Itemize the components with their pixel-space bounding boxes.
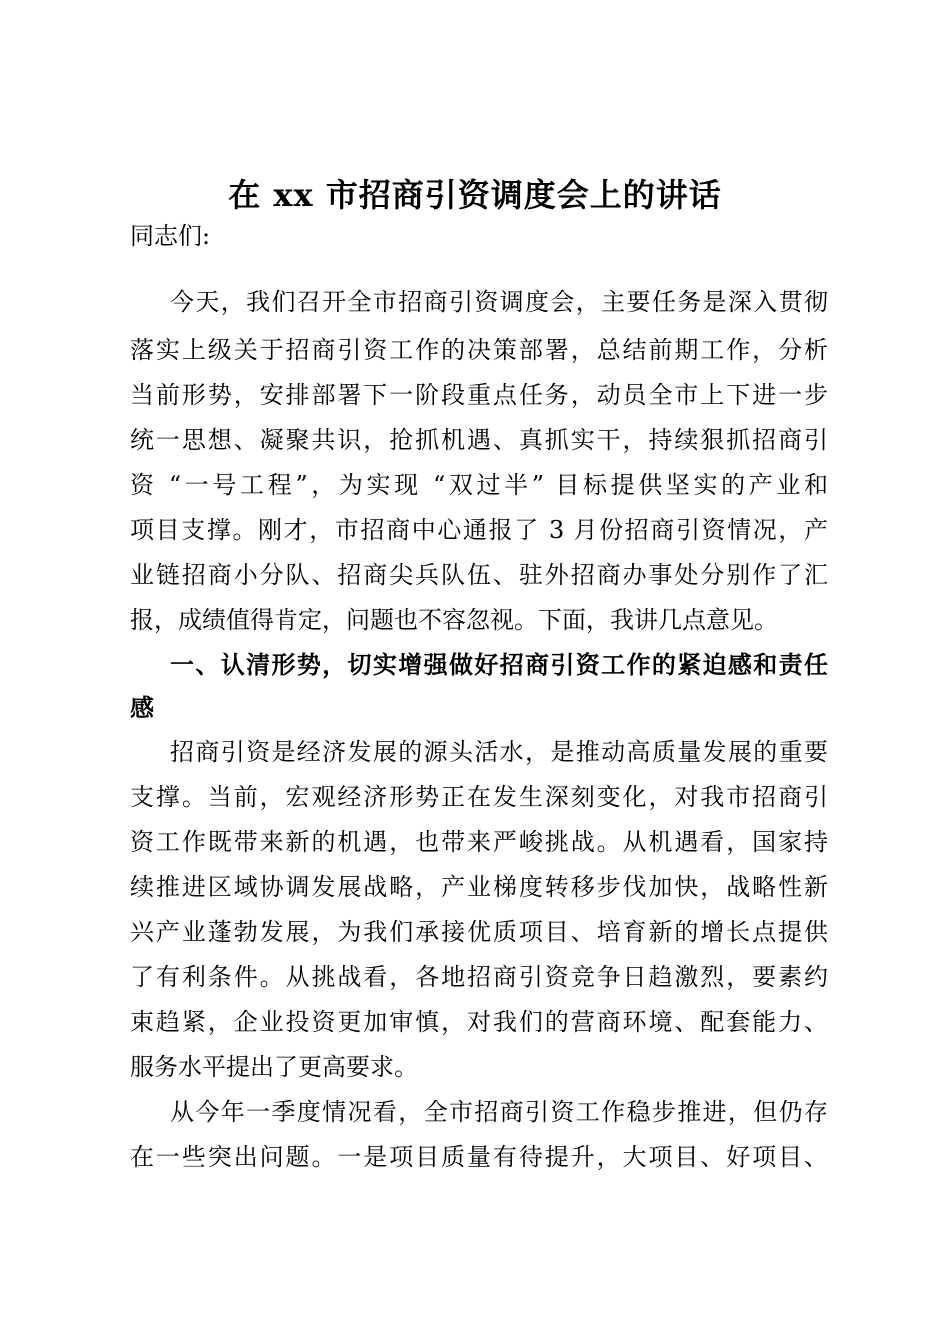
paragraph-line: 束趋紧，企业投资更加审慎，对我们的营商环境、配套能力、	[130, 1008, 828, 1036]
paragraph-line: 业链招商小分队、招商尖兵队伍、驻外招商办事处分别作了汇	[130, 561, 828, 589]
paragraph-line: 服务水平提出了更高要求。	[130, 1053, 418, 1081]
paragraph-line: 支撑。当前，宏观经济形势正在发生深刻变化，对我市招商引	[130, 783, 828, 811]
salutation: 同志们:	[130, 222, 211, 250]
paragraph-line: 当前形势，安排部署下一阶段重点任务，动员全市上下进一步	[130, 381, 828, 409]
section-heading: 感	[130, 693, 154, 722]
document-title: 在 xx 市招商引资调度会上的讲话	[228, 176, 722, 214]
paragraph-line: 兴产业蓬勃发展，为我们承接优质项目、培育新的增长点提供	[130, 918, 828, 946]
paragraph-line: 资 “一号工程”，为实现 “双过半” 目标提供坚实的产业和	[130, 471, 828, 499]
paragraph-line: 今天，我们召开全市招商引资调度会，主要任务是深入贯彻	[170, 288, 828, 316]
section-heading: 一、认清形势，切实增强做好招商引资工作的紧迫感和责任	[170, 650, 828, 679]
paragraph-line: 了有利条件。从挑战看，各地招商引资竞争日趋激烈，要素约	[130, 963, 828, 991]
paragraph-line: 项目支撑。刚才，市招商中心通报了 3 月份招商引资情况，产	[130, 516, 828, 544]
paragraph-line: 资工作既带来新的机遇，也带来严峻挑战。从机遇看，国家持	[130, 828, 828, 856]
paragraph-line: 续推进区域协调发展战略，产业梯度转移步伐加快，战略性新	[130, 873, 828, 901]
paragraph-line: 在一些突出问题。一是项目质量有待提升，大项目、好项目、	[130, 1143, 828, 1171]
paragraph-line: 落实上级关于招商引资工作的决策部署，总结前期工作，分析	[130, 336, 828, 364]
paragraph-line: 从今年一季度情况看，全市招商引资工作稳步推进，但仍存	[170, 1098, 828, 1126]
paragraph-line: 报，成绩值得肯定，问题也不容忽视。下面，我讲几点意见。	[130, 606, 778, 634]
paragraph-line: 统一思想、凝聚共识，抢抓机遇、真抓实干，持续狠抓招商引	[130, 426, 828, 454]
paragraph-line: 招商引资是经济发展的源头活水，是推动高质量发展的重要	[170, 738, 828, 766]
